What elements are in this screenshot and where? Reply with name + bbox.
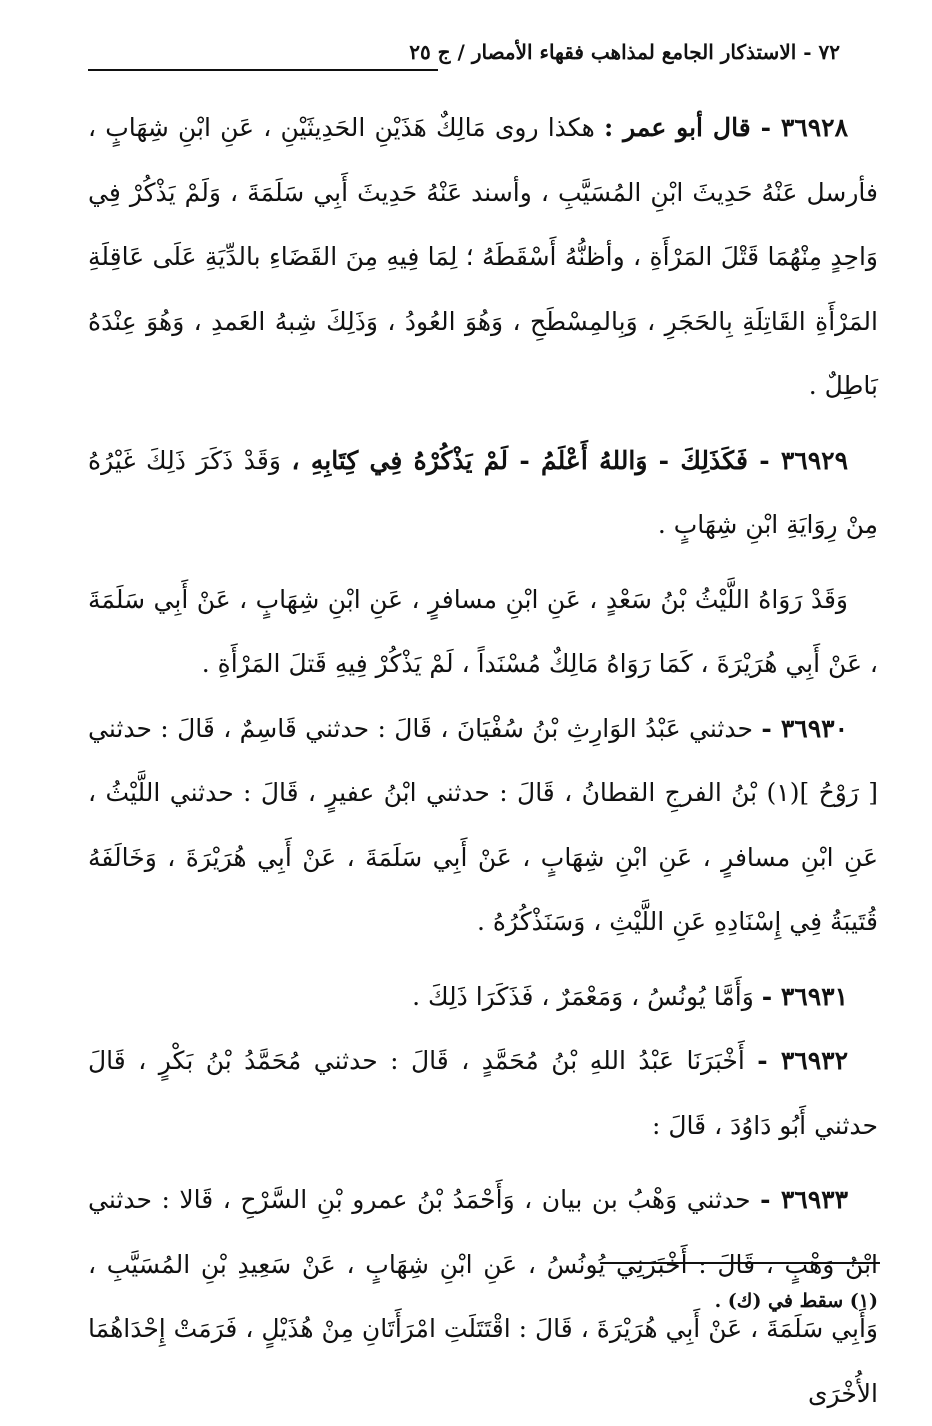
paragraph-number: ٣٦٩٢٩ - فَكَذَلِكَ - وَاللهُ أَعْلَمُ - لَمْ يَذْكُرْهُ فِي كِتَابِهِ ، bbox=[291, 445, 849, 475]
paragraph-36929 bbox=[88, 429, 878, 558]
paragraph-body: هكذا روى مَالِكٌ هَذَيْنِ الحَدِيثَيْنِ ، عَنِ ابْنِ شِهَابٍ ، فأرسل عَنْهُ حَدِيثَ ابْنِ المُسَيَّبِ ، وأسند عَنْهُ حَدِيثَ أَبِي سَلَمَةَ ، وَلَمْ يَذْكُرْ فِي وَاحِدٍ مِنْهُمَا قَتْلَ المَرْأَةِ ، وأظنُّهُ أَسْقَطَهُ ؛ لِمَا فِيهِ مِنَ القَضَاءِ بالدِّيَةِ عَلَى عَاقِلَةِ المَرْأَةِ القَاتِلَةِ بِالحَجَرِ ، وَبِالمِسْطَحِ ، وَهُوَ العُودُ ، وَذَلِكَ شِبهُ العَمدِ ، وَهُوَ عِنْدَهُ بَاطِلٌ . bbox=[88, 113, 878, 400]
paragraph-number: ٣٦٩٣٢ - bbox=[757, 1046, 848, 1075]
paragraph-number: ٣٦٩٣٣ - bbox=[760, 1185, 848, 1214]
main-text bbox=[88, 96, 878, 1426]
paragraph-number: ٣٦٩٣١ - bbox=[761, 981, 848, 1011]
paragraph-36928 bbox=[88, 96, 878, 419]
paragraph-number: ٣٦٩٣٠ - bbox=[761, 713, 849, 743]
paragraph-continuation bbox=[88, 568, 878, 697]
paragraph-body: وَقَدْ ذَكَرَ ذَلِكَ غَيْرُهُ مِنْ رِوَايَةِ ابْنِ شِهَابٍ . bbox=[88, 445, 878, 539]
paragraph-body: وَقَدْ رَوَاهُ اللَّيْثُ بْنُ سَعْدٍ ، عَنِ ابْنِ مسافرٍ ، عَنِ ابْنِ شِهَابٍ ، عَنْ أَبِي سَلَمَةَ ، عَنْ أَبِي هُرَيْرَةَ ، كَمَا رَوَاهُ مَالِكٌ مُسْنَداً ، لَمْ يَذْكُرْ فِيهِ قَتلَ المَرْأَةِ . bbox=[88, 584, 878, 678]
paragraph-number: ٣٦٩٢٨ - قال أبو عمر : bbox=[603, 113, 849, 142]
paragraph-36930 bbox=[88, 697, 878, 955]
paragraph-body: حدثني وَهْبُ بن بيان ، وَأَحْمَدُ بْنُ عمرو بْنِ السَّرْحِ ، قَالا : حدثني ابْنُ وَهْبٍ ، قَالَ : أَخْبَرَنِي يُونُسُ ، عَنِ ابْنِ شِهَابٍ ، عَنْ سَعِيدِ بْنِ المُسَيَّبِ ، وَأَبِي سَلَمَةَ ، عَنْ أَبِي هُرَيْرَةَ ، قَالَ : اقْتَتَلَتِ امْرَأَتَانِ مِنْ هُذَيْلٍ ، فَرَمَتْ إِحْدَاهُمَا الأُخْرَى bbox=[88, 1185, 878, 1408]
paragraph-body: أَخْبَرَنَا عَبْدُ اللهِ بْنُ مُحَمَّدٍ ، قَالَ : حدثني مُحَمَّدُ بْنُ بَكْرٍ ، قَالَ حدثني أَبُو دَاوُدَ ، قَالَ : bbox=[88, 1046, 878, 1140]
paragraph-36932 bbox=[88, 1029, 878, 1158]
header-rule bbox=[88, 69, 438, 71]
paragraph-body: وَأَمَّا يُونُسُ ، وَمَعْمَرٌ ، فَذَكَرَا ذَلِكَ . bbox=[412, 981, 754, 1011]
running-header: ٧٢ - الاستذكار الجامع لمذاهب فقهاء الأمصار / ج ٢٥ bbox=[409, 40, 840, 64]
paragraph-36931 bbox=[88, 965, 878, 1030]
paragraph-body: حدثني عَبْدُ الوَارِثِ بْنُ سُفْيَانَ ، قَالَ : حدثني قَاسِمٌ ، قَالَ : حدثني [ رَوْحُ ](١) بْنُ الفرجِ القطانُ ، قَالَ : حدثني ابْنُ عفيرٍ ، قَالَ : حدثني اللَّيْثُ ، عَنِ ابْنِ مسافرٍ ، عَنِ ابْنِ شِهَابٍ ، عَنْ أَبِي سَلَمَةَ ، عَنْ أَبِي هُرَيْرَةَ ، وَخَالَفَهُ قُتَيبَةُ فِي إِسْنَادِهِ عَنِ اللَّيْثِ ، وَسَنَذْكُرُهُ . bbox=[88, 713, 878, 936]
footnote-rule bbox=[600, 1262, 880, 1264]
footnote: (١) سقط في (ك) . bbox=[714, 1290, 878, 1312]
